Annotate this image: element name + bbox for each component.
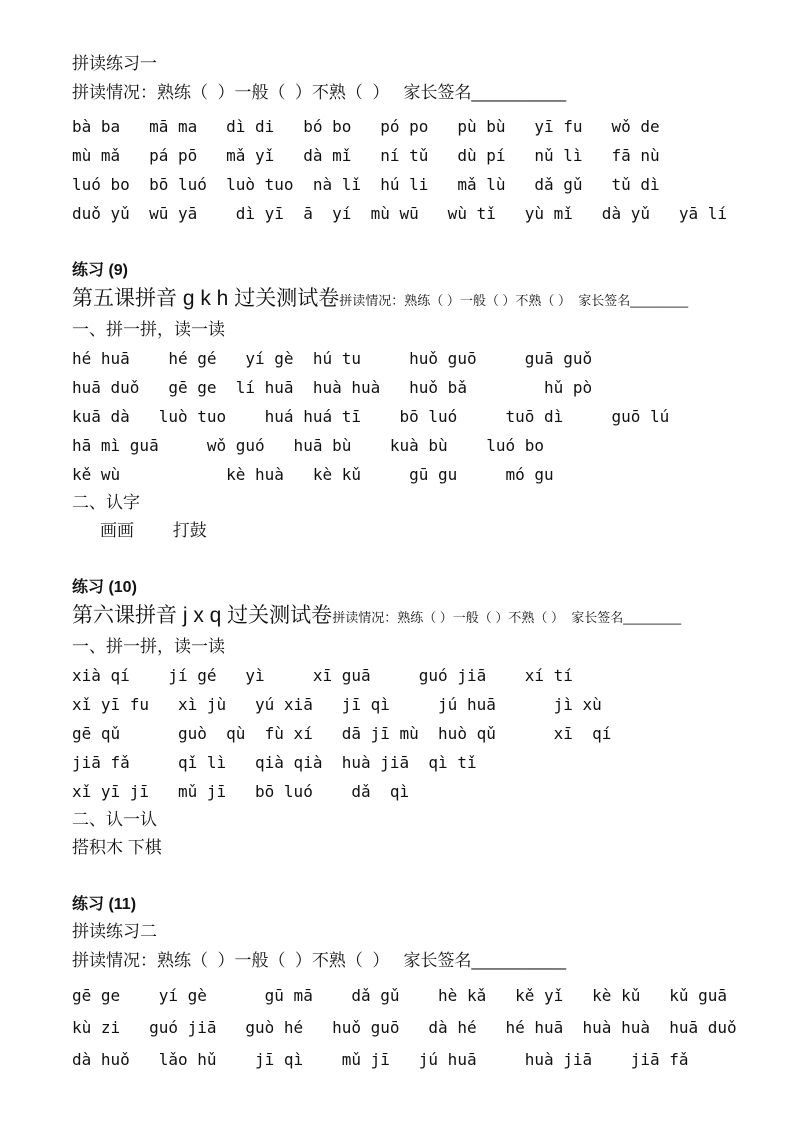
pinyin-rows [72,112,733,228]
pinyin-row: huā duǒ gē ge lí huā huà huà huǒ bǎ hǔ pò [72,378,593,397]
pinyin-row: duǒ yǔ wū yā dì yī ā yí mù wū wù tǐ yù mǐ dà yǔ yā lí [72,204,728,223]
reading-status-inline: 拼读情况：熟练（ ）一般（ ）不熟（ ） 家长签名________ [339,293,689,308]
pinyin-row: mù mǎ pá pō mǎ yǐ dà mǐ ní tǔ dù pí nǔ lì fā nù [72,146,660,165]
pinyin-row: gē ge yí gè gū mā dǎ gǔ hè kǎ kě yǐ kè kǔ kǔ guā [72,986,728,1005]
pinyin-row: kě wù kè huà kè kǔ gū gu mó gu [72,465,554,484]
part2-label: 二、认字 [72,493,140,512]
part1-label: 一、拼一拼，读一读 [72,320,225,339]
section-pinread-practice-1 [72,50,733,228]
pinyin-row: gē qǔ guò qù fù xí dā jī mù huò qǔ xī qí [72,724,612,743]
section-exercise-10 [72,575,733,862]
pinyin-row: xǐ yī fu xì jù yú xiā jī qì jú huā jì xù [72,695,602,714]
lesson-title: 第五课拼音 g k h 过关测试卷 [72,287,340,310]
pinyin-row: jiā fǎ qǐ lì qià qià huà jiā qì tǐ [72,753,477,772]
pinyin-rows [72,980,737,1076]
lesson-title-line [72,601,733,633]
exercise-heading: 练习 (11) [72,896,137,913]
pinyin-rows [72,344,733,489]
exercise-heading: 练习 (10) [72,579,137,596]
pinyin-row: xià qí jí gé yì xī guā guó jiā xí tí [72,666,573,685]
pinyin-row: hā mì guā wǒ guó huā bù kuà bù luó bo [72,436,545,455]
pinyin-row: kuā dà luò tuo huá huá tī bō luó tuō dì guō lú [72,407,670,426]
section-title: 拼读练习一 [72,54,157,73]
lesson-title: 第六课拼音 j x q 过关测试卷 [72,604,333,627]
pinyin-row: hé huā hé gé yí gè hú tu huǒ guō guā guǒ [72,349,593,368]
part1-label: 一、拼一拼，读一读 [72,637,225,656]
pinyin-row: dà huǒ lǎo hǔ jī qì mǔ jī jú huā huà jiā jiā fǎ [72,1050,689,1069]
pinyin-row: luó bo bō luó luò tuo nà lǐ hú li mǎ lù dǎ gǔ tǔ dì [72,175,660,194]
lesson-title-line [72,284,733,316]
character-words: 搭积木 下棋 [72,838,162,857]
pinyin-row: xǐ yī jī mǔ jī bō luó dǎ qì [72,782,410,801]
section-exercise-11 [72,892,737,1076]
section-title: 拼读练习二 [72,922,157,941]
pinyin-rows [72,661,733,806]
reading-status-line: 拼读情况：熟练（ ）一般（ ）不熟（ ） 家长签名__________ [72,951,567,970]
reading-status-line: 拼读情况：熟练（ ）一般（ ）不熟（ ） 家长签名__________ [72,83,567,102]
reading-status-inline: 拼读情况：熟练（ ）一般（ ）不熟（ ） 家长签名________ [332,610,682,625]
pinyin-row: kù zi guó jiā guò hé huǒ guō dà hé hé huā huà huà huā duǒ [72,1018,737,1037]
section-exercise-9 [72,258,733,545]
part2-label: 二、认一认 [72,810,157,829]
exercise-heading: 练习 (9) [72,262,129,279]
character-words: 画画 打鼓 [100,521,207,540]
pinyin-row: bà ba mā ma dì di bó bo pó po pù bù yī fu wǒ de [72,117,660,136]
